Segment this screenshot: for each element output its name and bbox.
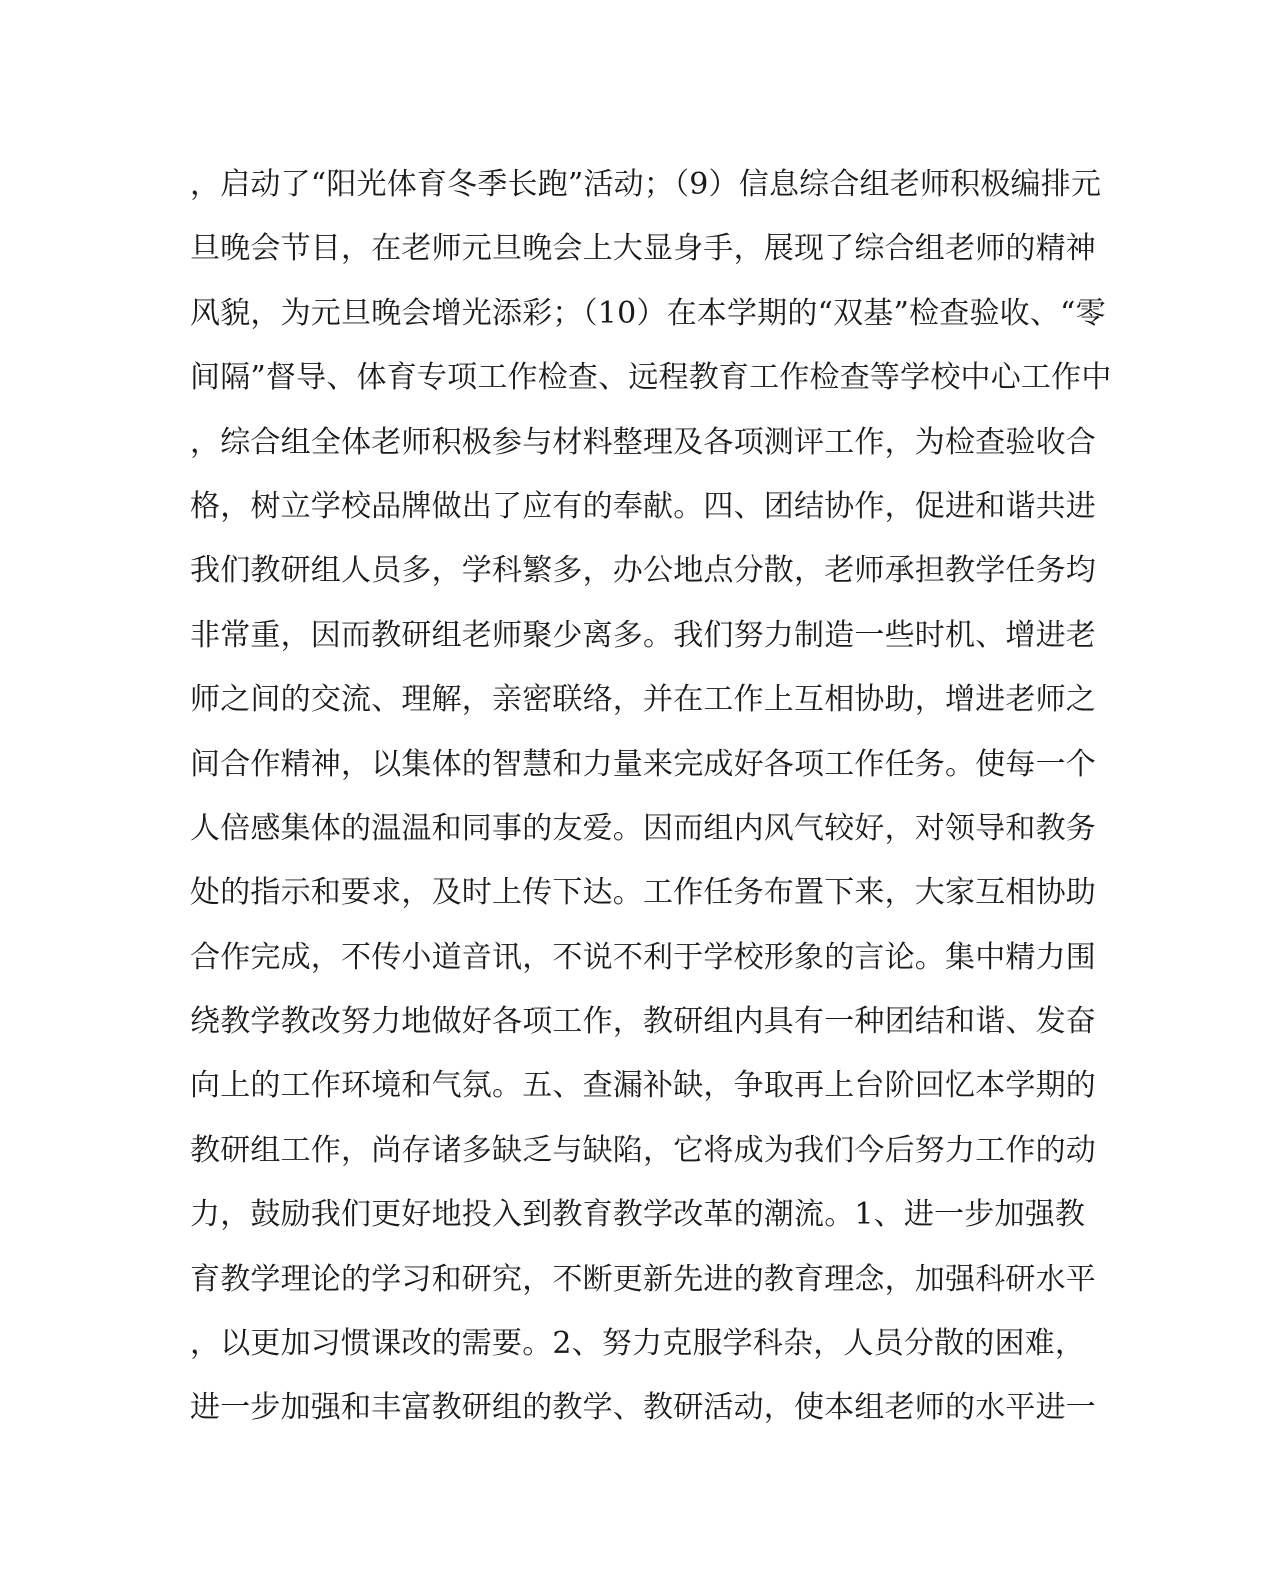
text-line-8: 非常重，因而教研组老师聚少离多。我们努力制造一些时机、增进老 [190, 617, 1096, 653]
text-line-13: 合作完成，不传小道音讯，不说不利于学校形象的言论。集中精力围 [190, 939, 1096, 975]
body-text [190, 153, 1112, 1441]
text-line-4: 间隔”督导、体育专项工作检查、远程教育工作检查等学校中心工作中 [190, 360, 1112, 396]
text-line-14: 绕教学教改努力地做好各项工作，教研组内具有一种团结和谐、发奋 [190, 1004, 1096, 1040]
text-line-19: ，以更加习惯课改的需要。2、努力克服学科杂，人员分散的困难， [190, 1326, 1086, 1362]
text-line-18: 育教学理论的学习和研究，不断更新先进的教育理念，加强科研水平 [190, 1261, 1096, 1297]
text-line-3: 风貌，为元旦晚会增光添彩；（10）在本学期的“双基”检查验收、“零 [190, 295, 1106, 331]
text-line-17: 力，鼓励我们更好地投入到教育教学改革的潮流。1、进一步加强教 [190, 1197, 1086, 1233]
text-line-5: ，综合组全体老师积极参与材料整理及各项测评工作，为检查验收合 [190, 424, 1096, 460]
text-line-1: ，启动了“阳光体育冬季长跑”活动；（9）信息综合组老师积极编排元 [190, 167, 1102, 202]
text-line-9: 师之间的交流、理解，亲密联络，并在工作上互相协助，增进老师之 [190, 682, 1096, 718]
text-line-11: 人倍感集体的温温和同事的友爱。因而组内风气较好，对领导和教务 [190, 810, 1096, 846]
text-line-2: 旦晚会节目，在老师元旦晚会上大显身手，展现了综合组老师的精神 [190, 231, 1096, 267]
text-line-7: 我们教研组人员多，学科繁多，办公地点分散，老师承担教学任务均 [190, 553, 1096, 589]
text-line-15: 向上的工作环境和气氛。五、查漏补缺，争取再上台阶回忆本学期的 [190, 1068, 1096, 1104]
text-line-6: 格，树立学校品牌做出了应有的奉献。四、团结协作，促进和谐共进 [190, 488, 1096, 524]
text-line-10: 间合作精神，以集体的智慧和力量来完成好各项工作任务。使每一个 [190, 746, 1096, 782]
text-line-12: 处的指示和要求，及时上传下达。工作任务布置下来，大家互相协助 [190, 875, 1096, 911]
text-line-20: 进一步加强和丰富教研组的教学、教研活动，使本组老师的水平进一 [190, 1390, 1096, 1426]
text-line-16: 教研组工作，尚存诸多缺乏与缺陷，它将成为我们今后努力工作的动 [190, 1132, 1096, 1168]
